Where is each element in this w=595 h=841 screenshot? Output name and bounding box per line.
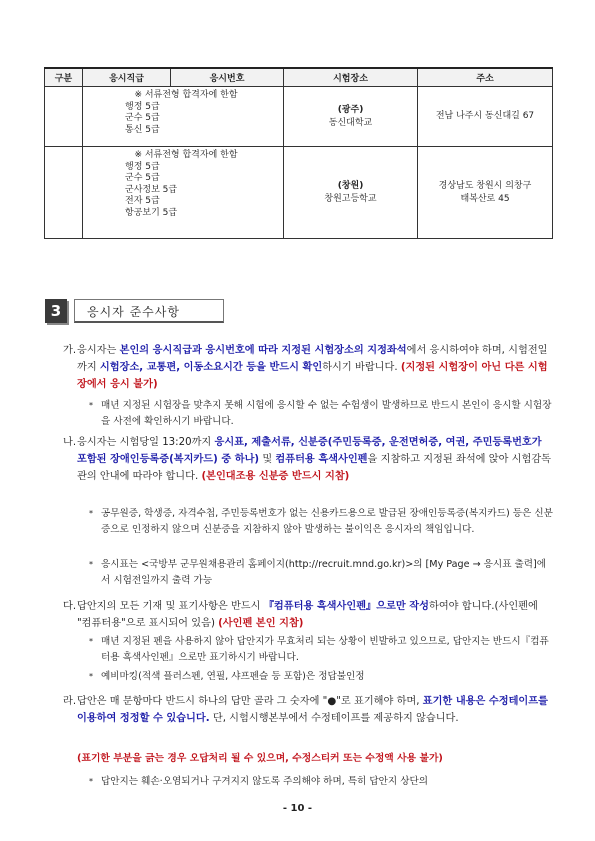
header-grade: 응시직급 (83, 68, 171, 87)
text-run: 답안지의 모든 기재 및 표기사항은 반드시 (77, 601, 264, 612)
emphasis-text: 컴퓨터용 흑색사인펜 (275, 454, 368, 465)
text-run: 단, 시험시행본부에서 수정테이프를 제공하지 않습니다. (209, 713, 459, 724)
asterisk-icon: * (89, 509, 93, 518)
place-region: (창원) (337, 180, 364, 191)
subnote-text: 답안지는 훼손·오염되거나 구겨지지 않도록 주의해야 하며, 특히 답안지 상단의 (101, 776, 429, 787)
asterisk-icon: * (89, 637, 93, 646)
table-row (45, 147, 553, 239)
asterisk-icon: * (89, 672, 93, 681)
text-run: 하시기 바랍니다. (322, 362, 401, 373)
warning-line (77, 750, 557, 767)
address-line: 전남 나주시 동신대길 67 (435, 111, 535, 121)
grade-cell (83, 147, 284, 239)
item-text (77, 342, 553, 393)
warning-text: (지정된 시험장이 아닌 다른 시험장에서 응시 불가) (77, 362, 548, 390)
place-cell (284, 87, 418, 147)
rule-subnote (89, 669, 553, 685)
rule-subnote (89, 557, 553, 588)
text-run: 하여야 합니다.(사인펜에 "컴퓨터용"으로 표시되어 있음) (77, 601, 538, 629)
place-name: 동신대학교 (328, 117, 373, 128)
item-label: 가. (63, 345, 77, 356)
rule-subnote (89, 506, 553, 537)
subnote-text: 응시표는 <국방부 군무원채용관리 홈페이지(http://recruit.mnd.go.kr)>의 [My Page → 응시표 출력]에서 시험전일까지 출력 가능 (101, 559, 547, 586)
row-note: ※ 서류전형 합격자에 한함 (134, 150, 238, 160)
row-note: ※ 서류전형 합격자에 한함 (134, 90, 238, 100)
rule-item-na (63, 434, 553, 485)
emphasis-text: 시험장소, 교통편, 이동소요시간 등을 반드시 확인 (99, 362, 323, 373)
address-line: 경상남도 창원시 의창구 (438, 180, 532, 191)
text-run: 응시자는 시험당일 13:20까지 (77, 437, 215, 448)
grade-item: 군수 5급 (125, 113, 160, 123)
rule-subnote (89, 774, 553, 790)
header-exam-number: 응시번호 (171, 68, 284, 87)
header-division: 구분 (45, 68, 83, 87)
place-region: (광주) (337, 104, 364, 115)
division-cell (45, 87, 83, 147)
warning-text: (사인펜 본인 지참) (218, 618, 304, 629)
rule-item-ga (63, 342, 553, 393)
header-exam-place: 시험장소 (284, 68, 418, 87)
emphasis-text: 응시표, 제출서류, 신분증(주민등록증, 운전면허증, 여권, 주민등록번호가 포함된 장애인등록증(복지카드) 중 하나) (77, 437, 542, 465)
item-text (77, 693, 553, 727)
address-cell (418, 147, 553, 239)
text-run: 을 지참하고 지정된 좌석에 앉아 시험감독관의 안내에 따라야 합니다. (77, 454, 552, 482)
emphasis-text: 『컴퓨터용 흑색사인펜』으로만 작성 (263, 601, 429, 612)
page-number: - 10 - (282, 803, 313, 814)
rule-item-da (63, 598, 553, 632)
item-label: 다. (63, 601, 77, 612)
section-title: 응시자 준수사항 (74, 299, 224, 323)
asterisk-icon: * (89, 560, 93, 569)
item-text (77, 598, 553, 632)
subnote-text: 매년 지정된 시험장을 맞추지 못해 시험에 응시할 수 없는 수험생이 발생하므로 반드시 본인이 응시할 시험장을 사전에 확인하시기 바랍니다. (101, 400, 552, 427)
rule-subnote (89, 398, 553, 429)
subnote-text: 매년 지정된 펜을 사용하지 않아 답안지가 무효처리 되는 상황이 빈발하고 있으므로, 답안지는 반드시『컴퓨터용 흑색사인펜』으로만 표기하시기 바랍니다. (101, 636, 549, 663)
rule-item-ra (63, 693, 553, 727)
place-name: 창원고등학교 (324, 193, 377, 204)
warning-text: (본인대조용 신분증 반드시 지참) (201, 471, 350, 482)
grade-item: 행정 5급 (125, 101, 160, 112)
address-cell (418, 87, 553, 147)
text-run: 응시자는 (77, 345, 120, 356)
text-run: 에서 응시하여야 하며, 시험전일까지 (77, 345, 548, 373)
asterisk-icon: * (89, 401, 93, 410)
place-cell (284, 147, 418, 239)
subnote-text: 예비마킹(적색 플러스펜, 연필, 샤프펜슬 등 포함)은 정답불인정 (101, 671, 365, 682)
grade-item: 군사정보 5급 (125, 184, 178, 195)
text-run: 및 (259, 454, 276, 465)
grade-item: 전자 5급 (125, 196, 160, 206)
text-run: 답안은 매 문항마다 반드시 하나의 답만 골라 그 숫자에 "●"로 표기해야 하며, (77, 696, 423, 707)
asterisk-icon: * (89, 777, 93, 786)
subnote-text: 공무원증, 학생증, 자격수첩, 주민등록번호가 없는 신용카드용으로 발급된 장애인등록증(복지카드) 등은 신분증으로 인정하지 않으며 신분증을 지참하지 않아 발생하는 불이익은 응시자의 책임입니다. (101, 508, 553, 535)
table-header-row (45, 68, 553, 87)
grade-item: 통신 5급 (125, 124, 160, 135)
warning-text: (표기한 부분을 긁는 경우 오답처리 될 수 있으며, 수정스티커 또는 수정액 사용 불가) (77, 753, 443, 764)
item-label: 라. (63, 696, 77, 707)
section-number-badge: 3 (45, 299, 67, 323)
grade-item: 군수 5급 (125, 173, 160, 183)
grade-item: 항공보기 5급 (125, 207, 178, 218)
address-line: 태복산로 45 (460, 193, 510, 204)
table-row (45, 87, 553, 147)
item-text (77, 434, 553, 485)
rule-subnote (89, 634, 553, 665)
grade-cell (83, 87, 284, 147)
header-address: 주소 (418, 68, 553, 87)
emphasis-text: 본인의 응시직급과 응시번호에 따라 지정된 시험장소의 지정좌석 (119, 345, 407, 356)
division-cell (45, 147, 83, 239)
emphasis-text: 표기한 내용은 수정테이프를 이용하여 정정할 수 있습니다. (77, 696, 548, 724)
grade-item: 행정 5급 (125, 161, 160, 172)
exam-location-table (44, 67, 553, 239)
item-label: 나. (63, 437, 77, 448)
